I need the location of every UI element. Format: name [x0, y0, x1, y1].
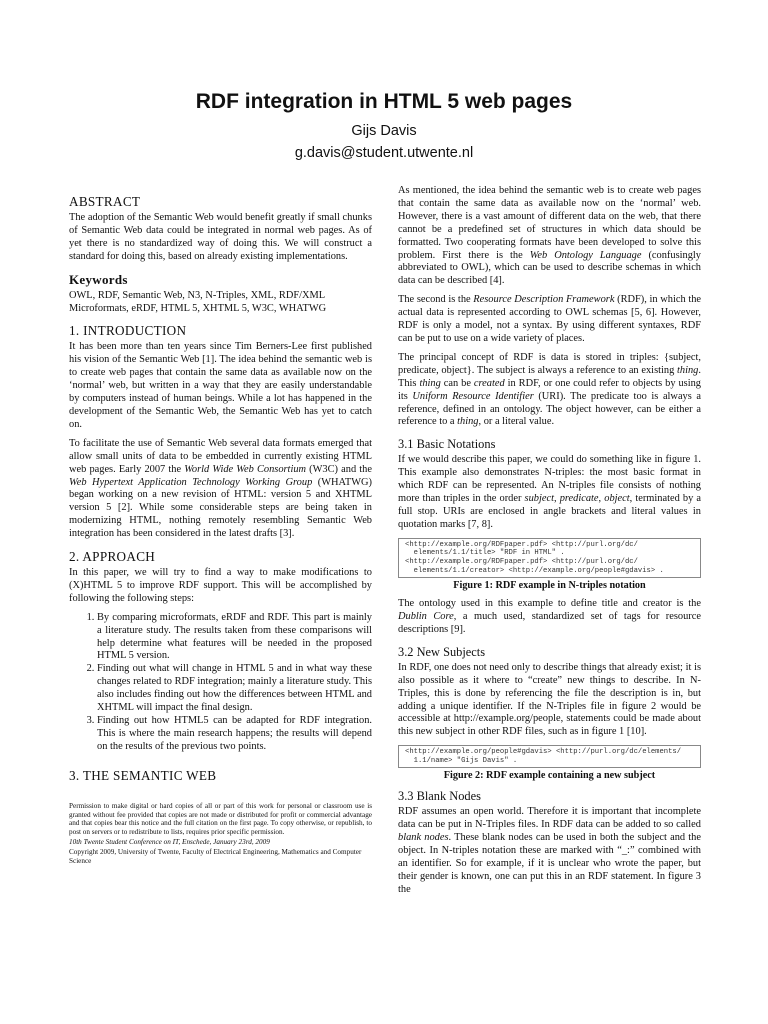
right-column [398, 185, 701, 903]
copyright-line: Copyright 2009, University of Twente, Faculty of Electrical Engineering, Mathematics and Computer Science [69, 847, 362, 865]
introduction-paragraph-1: It has been more than ten years since Tim Berners-Lee first published his vision of the Semantic Web [1]. The idea behind the semantic web is to create web pages that contain the same data as available now on the ‘normal’ web, but written in a way that they are easily understandable by computers instead of human beings. While a lot has happened in the development of the Semantic Web, the Semantic Web has yet to catch on. [69, 341, 372, 430]
approach-steps-list [69, 612, 372, 754]
approach-heading: 2. APPROACH [69, 549, 156, 565]
list-item: 1. By comparing microformats, eRDF and RDF. This part is mainly a literature study. The results taken from these comparisons will help determine what features will be needed in the proposed HTML 5 version. [97, 612, 372, 664]
left-column [69, 186, 372, 866]
list-item: 3. Finding out how HTML5 can be adapted for RDF integration. This is where the main research happens; the results will depend on the results of the previous two points. [97, 715, 372, 754]
approach-paragraph: In this paper, we will try to find a way to make modifications to (X)HTML 5 to improve RDF support. This will be accomplished by following the following steps: [69, 567, 372, 604]
new-subjects-heading: 3.2 New Subjects [398, 644, 486, 659]
semantic-web-paragraph-3: The principal concept of RDF is data is stored in triples: {subject, predicate, object}. The subject is always a reference to an existing thing. This thing can be created in RDF, or one could refer to objects by using its Uniform Resource Identifier (URI). The predicate too is always a reference, defined in an ontology. The object however, can be either a reference to a thing, or a literal value. [398, 351, 701, 428]
abstract-text: The adoption of the Semantic Web would benefit greatly if small chunks of Semantic Web data could be integrated in normal web pages. As of yet there is no standardized way of doing this. We will construct a standard for doing this, based on already existing implementations. [69, 212, 372, 262]
paper-header [0, 88, 768, 164]
keywords-heading: Keywords [69, 271, 128, 287]
author-email: g.davis@student.utwente.nl [294, 145, 474, 161]
figure-2-caption: Figure 2: RDF example containing a new subject [443, 770, 656, 782]
permission-text: Permission to make digital or hard copies of all or part of this work for personal or classroom use is granted without fee provided that copies are not made or distributed for profit or commercial advantage and that copies bear this notice and the full citation on the first page. To copy otherwise, or republish, to post on servers or to redistribute to lists, requires prior specific permission. [69, 801, 372, 837]
semantic-web-heading: 3. THE SEMANTIC WEB [69, 767, 217, 783]
blank-nodes-heading: 3.3 Blank Nodes [398, 789, 481, 804]
abstract-heading: ABSTRACT [69, 194, 141, 209]
introduction-paragraph-2: To facilitate the use of Semantic Web several data formats emerged that allow small units of data to be embedded in currently existing HTML web pages. Early 2007 the World Wide Web Consortium (W3C) and the Web Hypertext Application Technology Working Group (WHATWG) began working on a new revision of HTML: version 5 and XHTML version 5 [2]. While some considerable steps are being taken in modernizing HTML, nothing remotely resembling Semantic Web integration has been considered in the latest drafts [3]. [69, 437, 373, 540]
code-figure-1: <http://example.org/RDFpaper.pdf> <http://purl.org/dc/ elements/1.1/title> "RDF in HTML" . <http://example.org/RDFpaper.pdf> <http://purl.org/dc/ elements/1.1/creator> <http://example.org/people#gdavis> . [398, 538, 701, 578]
figure-1-caption: Figure 1: RDF example in N-triples notation [453, 580, 646, 592]
paper-title: RDF integration in HTML 5 web pages [195, 90, 573, 113]
basic-notations-paragraph: If we would describe this paper, we could do something like in figure 1. This example also demonstrates N-triples: the most basic format in which RDF can be represented. An N-triples file consists of nothing more than triples in the order subject, predicate, object, terminated by a full stop. URIs are enclosed in angle brackets and literal values in quotation marks [7, 8]. [398, 454, 701, 530]
keywords-text: OWL, RDF, Semantic Web, N3, N-Triples, XML, RDF/XML Microformats, eRDF, HTML 5, XHTML 5, W3C, WHATWG [69, 289, 327, 314]
new-subjects-paragraph: In RDF, one does not need only to describe things that already exist; it is also possible as it where to “create” new things to describe. In N-Triples, this is done by referencing the file the description is in, but adding a unique identifier. If the N-Triples file in figure 2 would be accessible at http://example.org/people, statements could be made about this new subject in other RDF files, such as in figure 1 [10]. [398, 661, 701, 738]
dublin-core-paragraph: The ontology used in this example to define title and creator is the Dublin Core, a much used, standardized set of tags for resource descriptions [9]. [398, 598, 701, 635]
list-item: 2. Finding out what will change in HTML 5 and in what way these changes related to RDF integration; mainly a literature study. This also includes finding out how the differences between HTML and XHTML will impact the final design. [97, 663, 372, 715]
introduction-heading: 1. INTRODUCTION [69, 323, 187, 339]
semantic-web-paragraph-1: As mentioned, the idea behind the semantic web is to create web pages that contain the same data as available now on the ‘normal’ web. However, there is a vast amount of different data on the web, that there cannot be a predefined set of structures in which data should be formatted. Two cooperating formats have been developed to solve this problem. First there is the Web Ontology Language (confusingly abbreviated to OWL), which can be used to describe schemas in which data can be described [4]. [398, 185, 701, 287]
code-figure-2: <http://example.org/people#gdavis> <http://purl.org/dc/elements/ 1.1/name> "Gijs Davis" . [398, 745, 701, 768]
semantic-web-paragraph-2: The second is the Resource Description Framework (RDF), in which the actual data is represented according to OWL schemas [5, 6]. However, RDF is only a model, not a syntax. By using different syntaxes, RDF can be put to use on a wide variety of places. [398, 294, 702, 344]
conference-line: 10th Twente Student Conference on IT, Enschede, January 23rd, 2009 [69, 837, 270, 846]
permission-notice [69, 802, 372, 866]
blank-nodes-paragraph: RDF assumes an open world. Therefore it is important that incomplete data can be put in N-Triples files. In RDF data can be added to so called blank nodes. These blank nodes can be used in both the subject and the object. In N-triples notation these are marked with “_:” combined with an identifier. So for example, if it is unclear who wrote the paper, but their gender is known, one can put this in an RDF statement. In figure 3 the [398, 806, 701, 895]
basic-notations-heading: 3.1 Basic Notations [398, 437, 496, 452]
author-name: Gijs Davis [351, 123, 417, 139]
